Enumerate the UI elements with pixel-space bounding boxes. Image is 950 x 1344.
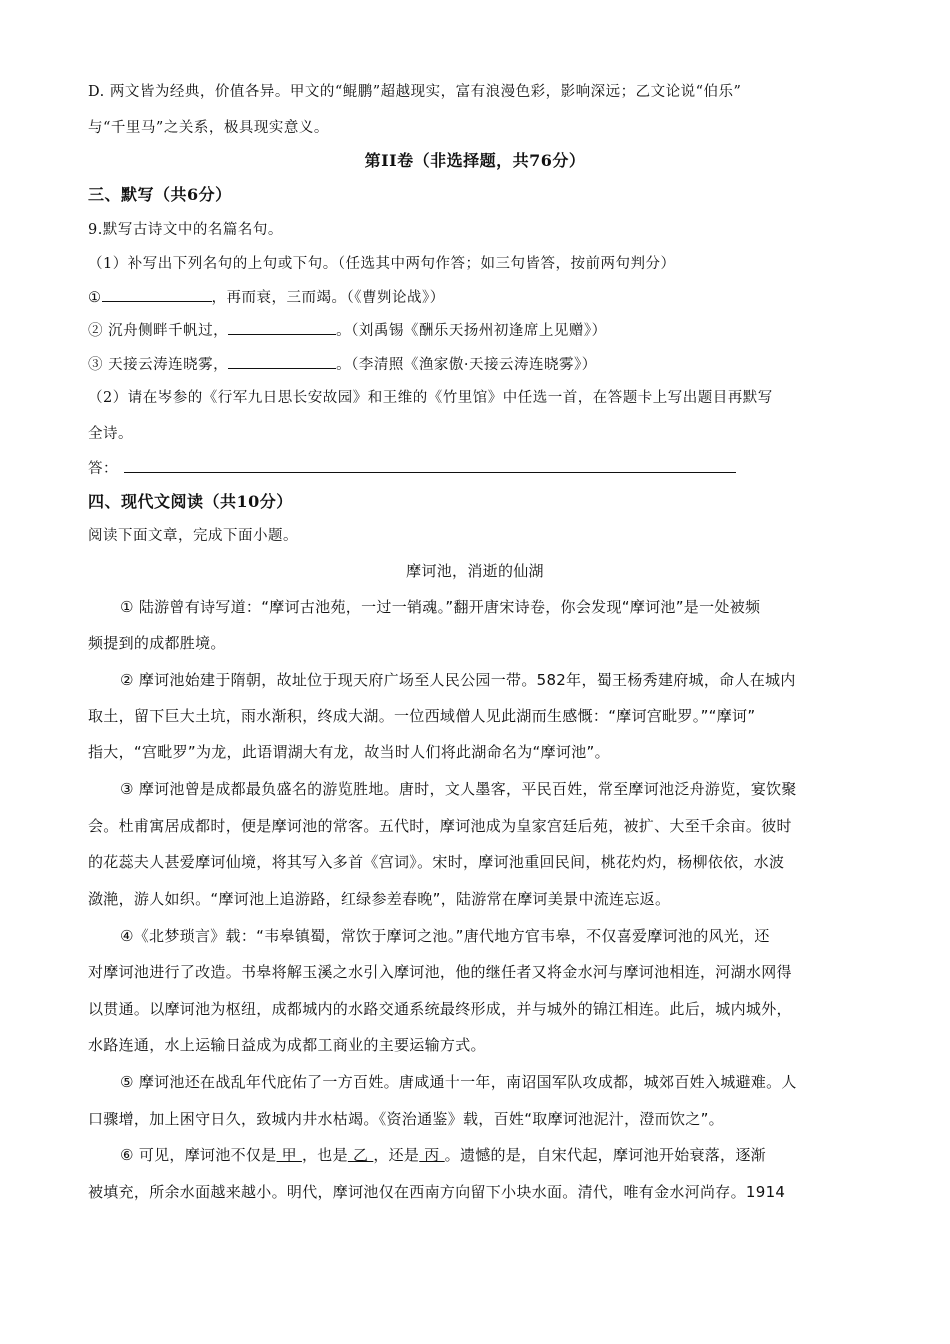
- option-d-line-2: 与“千里马”之关系，极具现实意义。: [88, 120, 329, 136]
- paragraph-5-line-2: 口骤增，加上困守日久，致城内井水枯竭。《资治通鉴》载，百姓“取摩诃池泥汁，澄而饮之”。: [88, 1110, 724, 1128]
- answer-line[interactable]: [124, 458, 736, 473]
- paragraph-3-line-3: 的花蕊夫人甚爱摩诃仙境，将其写入多首《宫词》。宋时，摩诃池重回民间，桃花灼灼，杨柳依依，水波: [88, 853, 785, 871]
- answer-row: [88, 458, 736, 479]
- paragraph-4-line-4: 水路连通，水上运输日益成为成都工商业的主要运输方式。: [88, 1036, 486, 1054]
- fill-item-2-suffix: 。（刘禹锡《酬乐天扬州初逢席上见赠》）: [336, 323, 607, 339]
- fill-blank-1[interactable]: [102, 287, 212, 302]
- fill-item-3-prefix: ③ 天接云涛连晓雾，: [88, 357, 229, 373]
- fill-blank-2[interactable]: [228, 320, 336, 335]
- paragraph-6-text-a: ⑥ 可见，摩诃池不仅是: [120, 1146, 277, 1164]
- paragraph-3-line-4: 潋滟，游人如织。“摩诃池上追游路，红绿参差春晚”，陆游常在摩诃美景中流连忘返。: [88, 890, 671, 908]
- reading-instruction: 阅读下面文章，完成下面小题。: [88, 528, 298, 544]
- paragraph-4-line-2: 对摩诃池进行了改造。书皋将解玉溪之水引入摩诃池，他的继任者又将金水河与摩诃池相连，河湖水网得: [88, 963, 792, 981]
- paragraph-2-line-3: 指大，“宫毗罗”为龙，此语谓湖大有龙，故当时人们将此湖命名为“摩诃池”。: [88, 743, 610, 761]
- paragraph-1-line-2: 频提到的成都胜境。: [88, 634, 226, 652]
- paragraph-4-line-1: ④《北梦琐言》载：“韦皋镇蜀，常饮于摩诃之池。”唐代地方官韦皋，不仅喜爱摩诃池的风光，还: [120, 927, 770, 945]
- fill-item-1: [88, 287, 445, 308]
- option-d-line-1: D. 两文皆为经典，价值各异。甲文的“鲲鹏”超越现实，富有浪漫色彩，影响深远；乙文论说“伯乐”: [88, 84, 742, 100]
- blank-yi: 乙: [347, 1146, 374, 1164]
- paragraph-1-line-1: ① 陆游曾有诗写道：“摩诃古池苑，一过一销魂。”翻开唐宋诗卷，你会发现“摩诃池”是一处被频: [120, 598, 761, 616]
- fill-blank-3[interactable]: [228, 354, 336, 369]
- fill-item-3: [88, 354, 597, 375]
- paragraph-2-line-1: ② 摩诃池始建于隋朝，故址位于现天府广场至人民公园一带。582年，蜀王杨秀建府城，命人在城内: [120, 671, 796, 689]
- fill-item-1-prefix: ①: [88, 290, 102, 306]
- blank-bing: 丙: [419, 1146, 445, 1164]
- volume-title: 第II卷（非选择题，共76分）: [364, 151, 586, 170]
- paragraph-6-line-2: 被填充，所余水面越来越小。明代，摩诃池仅在西南方向留下小块水面。清代，唯有金水河尚存。1914: [88, 1183, 786, 1201]
- paragraph-6-text-d: 。遗憾的是，自宋代起，摩诃池开始衰落，逐渐: [444, 1146, 766, 1164]
- blank-jia: 甲: [276, 1146, 302, 1164]
- question-9-part-2-line-1: （2）请在岑参的《行军九日思长安故园》和王维的《竹里馆》中任选一首，在答题卡上写出题目再默写: [88, 390, 773, 406]
- question-9: 9.默写古诗文中的名篇名句。: [88, 222, 283, 238]
- answer-label: 答：: [88, 461, 118, 477]
- fill-item-2-prefix: ② 沉舟侧畔千帆过，: [88, 323, 229, 339]
- section-3-title: 三、默写（共6分）: [88, 185, 232, 204]
- fill-item-3-suffix: 。（李清照《渔家傲·天接云涛连晓雾》）: [336, 357, 597, 373]
- section-4-title: 四、现代文阅读（共10分）: [88, 492, 293, 511]
- paragraph-3-line-2: 会。杜甫寓居成都时，便是摩诃池的常客。五代时，摩诃池成为皇家宫廷后苑，被扩、大至千余亩。彼时: [88, 817, 792, 835]
- paragraph-3-line-1: ③ 摩诃池曾是成都最负盛名的游览胜地。唐时，文人墨客，平民百姓，常至摩诃池泛舟游览，宴饮聚: [120, 780, 797, 798]
- question-9-part-2-line-2: 全诗。: [88, 426, 133, 442]
- paragraph-6-text-b: ，也是: [301, 1146, 348, 1164]
- fill-item-1-suffix: ，再而衰，三而竭。（《曹刿论战》）: [211, 290, 445, 306]
- paragraph-6-line-1: [120, 1145, 766, 1165]
- article-title: 摩诃池，消逝的仙湖: [406, 562, 544, 580]
- fill-item-2: [88, 320, 607, 341]
- paragraph-5-line-1: ⑤ 摩诃池还在战乱年代庇佑了一方百姓。唐咸通十一年，南诏国军队攻成都，城郊百姓入城避难。人: [120, 1073, 797, 1091]
- paragraph-2-line-2: 取土，留下巨大土坑，雨水渐积，终成大湖。一位西域僧人见此湖而生感慨：“摩诃宫毗罗。”“摩诃”: [88, 707, 756, 725]
- paragraph-4-line-3: 以贯通。以摩诃池为枢纽，成都城内的水路交通系统最终形成，并与城外的锦江相连。此后，城内城外，: [88, 1000, 792, 1018]
- paragraph-6-text-c: ，还是: [373, 1146, 420, 1164]
- question-9-part-1: （1）补写出下列名句的上句或下句。（任选其中两句作答；如三句皆答，按前两句判分）: [88, 256, 676, 272]
